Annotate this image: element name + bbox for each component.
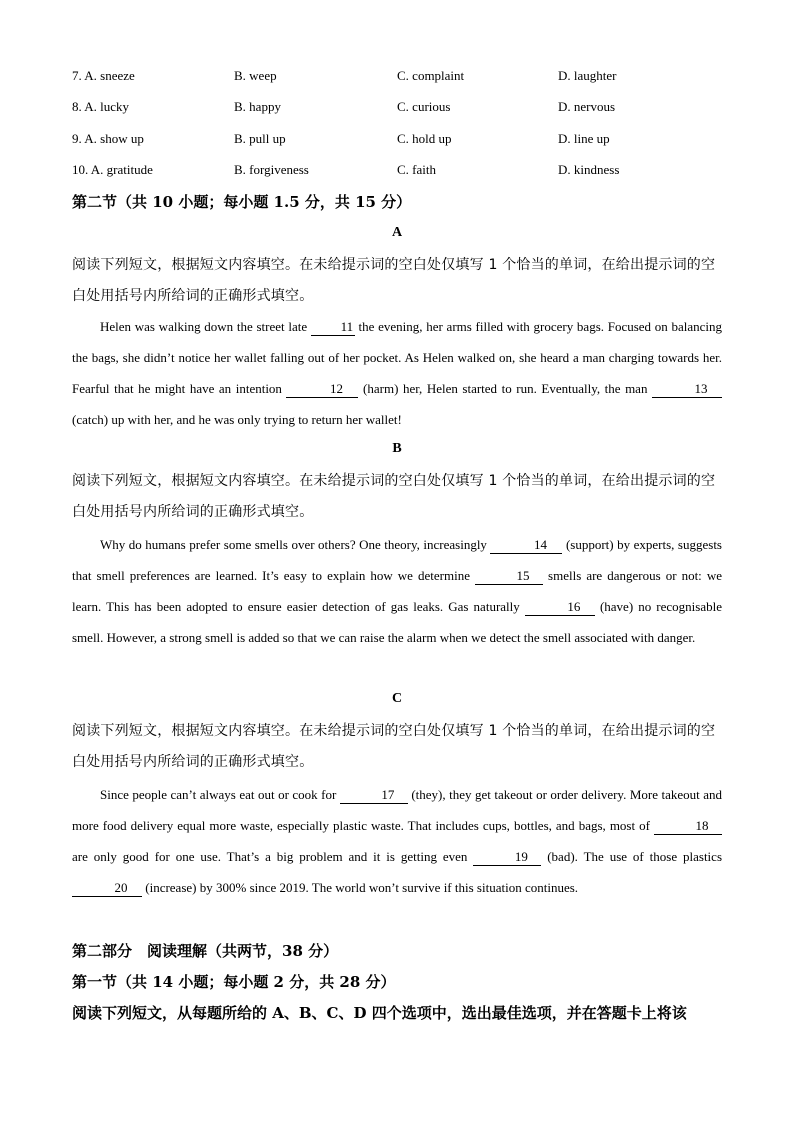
passage-c-text [72, 779, 722, 903]
blank-18: 18 [654, 818, 722, 835]
passage-text: (bad). The use of those plastics [541, 849, 722, 864]
option-b: B. forgiveness [234, 162, 309, 177]
blank-19: 19 [473, 849, 541, 866]
option-b: B. pull up [234, 131, 286, 146]
option-c: C. complaint [397, 68, 465, 83]
passage-text: (support) by experts, suggests that smell preferences are learned. It’s easy to explain how we determine [72, 537, 722, 583]
passage-text: (catch) up with her, and he was only trying to return her wallet! [72, 412, 402, 427]
blank-16: 16 [525, 599, 595, 616]
section-1-heading: 第一节（共 14 小题；每小题 2 分，共 28 分） [72, 973, 396, 991]
passage-text: Why do humans prefer some smells over others? One theory, increasingly [100, 537, 491, 552]
part-2-heading: 第二部分 阅读理解（共两节，38 分） [72, 942, 339, 960]
option-c: C. hold up [397, 131, 452, 146]
passage-c-instruction: 阅读下列短文，根据短文内容填空。在未给提示词的空白处仅填写 1 个恰当的单词，在给出提示词的空白处用括号内所给词的正确形式填空。 [72, 723, 716, 770]
blank-15: 15 [475, 568, 543, 585]
passage-text: are only good for one use. That’s a big problem and it is getting even [72, 849, 474, 864]
option-d: D. nervous [558, 99, 616, 114]
passage-text: Since people can’t always eat out or cook for [100, 787, 340, 802]
passage-b-text [72, 529, 722, 653]
option-d: D. line up [558, 131, 610, 146]
option-c: C. curious [397, 99, 451, 114]
option-c: C. faith [397, 162, 436, 177]
reading-instruction: 阅读下列短文，从每题所给的 A、B、C、D 四个选项中，选出最佳选项，并在答题卡上将该 [72, 1004, 687, 1022]
option-a: 9. A. show up [72, 131, 144, 146]
passage-text: (have) no recognisable smell. However, a strong smell is added so that we can raise the alarm when we detect the smell associated with danger. [72, 599, 723, 645]
blank-14: 14 [490, 537, 562, 554]
section-2-heading: 第二节（共 10 小题；每小题 1.5 分，共 15 分） [72, 193, 412, 211]
option-a: 10. A. gratitude [72, 162, 153, 177]
option-a: 8. A. lucky [72, 99, 130, 114]
passage-text: (increase) by 300% since 2019. The world won’t survive if this situation continues. [142, 880, 579, 895]
question-9-options [72, 131, 732, 151]
passage-c-letter: C [391, 691, 403, 706]
option-d: D. kindness [558, 162, 620, 177]
passage-b-instruction: 阅读下列短文，根据短文内容填空。在未给提示词的空白处仅填写 1 个恰当的单词，在给出提示词的空白处用括号内所给词的正确形式填空。 [72, 473, 716, 520]
question-8-options [72, 99, 732, 119]
passage-a-instruction: 阅读下列短文，根据短文内容填空。在未给提示词的空白处仅填写 1 个恰当的单词，在给出提示词的空白处用括号内所给词的正确形式填空。 [72, 257, 716, 304]
blank-13: 13 [652, 381, 722, 398]
blank-17: 17 [340, 787, 408, 804]
option-a: 7. A. sneeze [72, 68, 135, 83]
passage-text: the evening, her arms filled with grocery bags. Focused on balancing the bags, she didn’t notice her wallet falling out of her pocket. As Helen walked on, she heard a man charging towards her. Fearful that he might have an intention [72, 319, 723, 396]
passage-text: (harm) her, Helen started to run. Eventually, the man [358, 381, 652, 396]
blank-20: 20 [72, 880, 142, 897]
passage-b-letter: B [392, 441, 402, 456]
passage-text: Helen was walking down the street late [100, 319, 311, 334]
passage-a-letter: A [391, 225, 403, 240]
option-b: B. happy [234, 99, 281, 114]
option-d: D. laughter [558, 68, 617, 83]
passage-text: smells are dangerous or not: we learn. This has been adopted to ensure easier detection of gas leaks. Gas naturally [72, 568, 722, 614]
passage-a-text [72, 311, 722, 435]
blank-12: 12 [286, 381, 358, 398]
passage-text: (they), they get takeout or order delivery. More takeout and more food delivery equal more waste, especially plastic waste. That includes cups, bottles, and bags, most of [72, 787, 723, 833]
blank-11: 11 [311, 319, 355, 336]
question-7-options [72, 68, 732, 88]
question-10-options [72, 162, 732, 182]
option-b: B. weep [234, 68, 277, 83]
